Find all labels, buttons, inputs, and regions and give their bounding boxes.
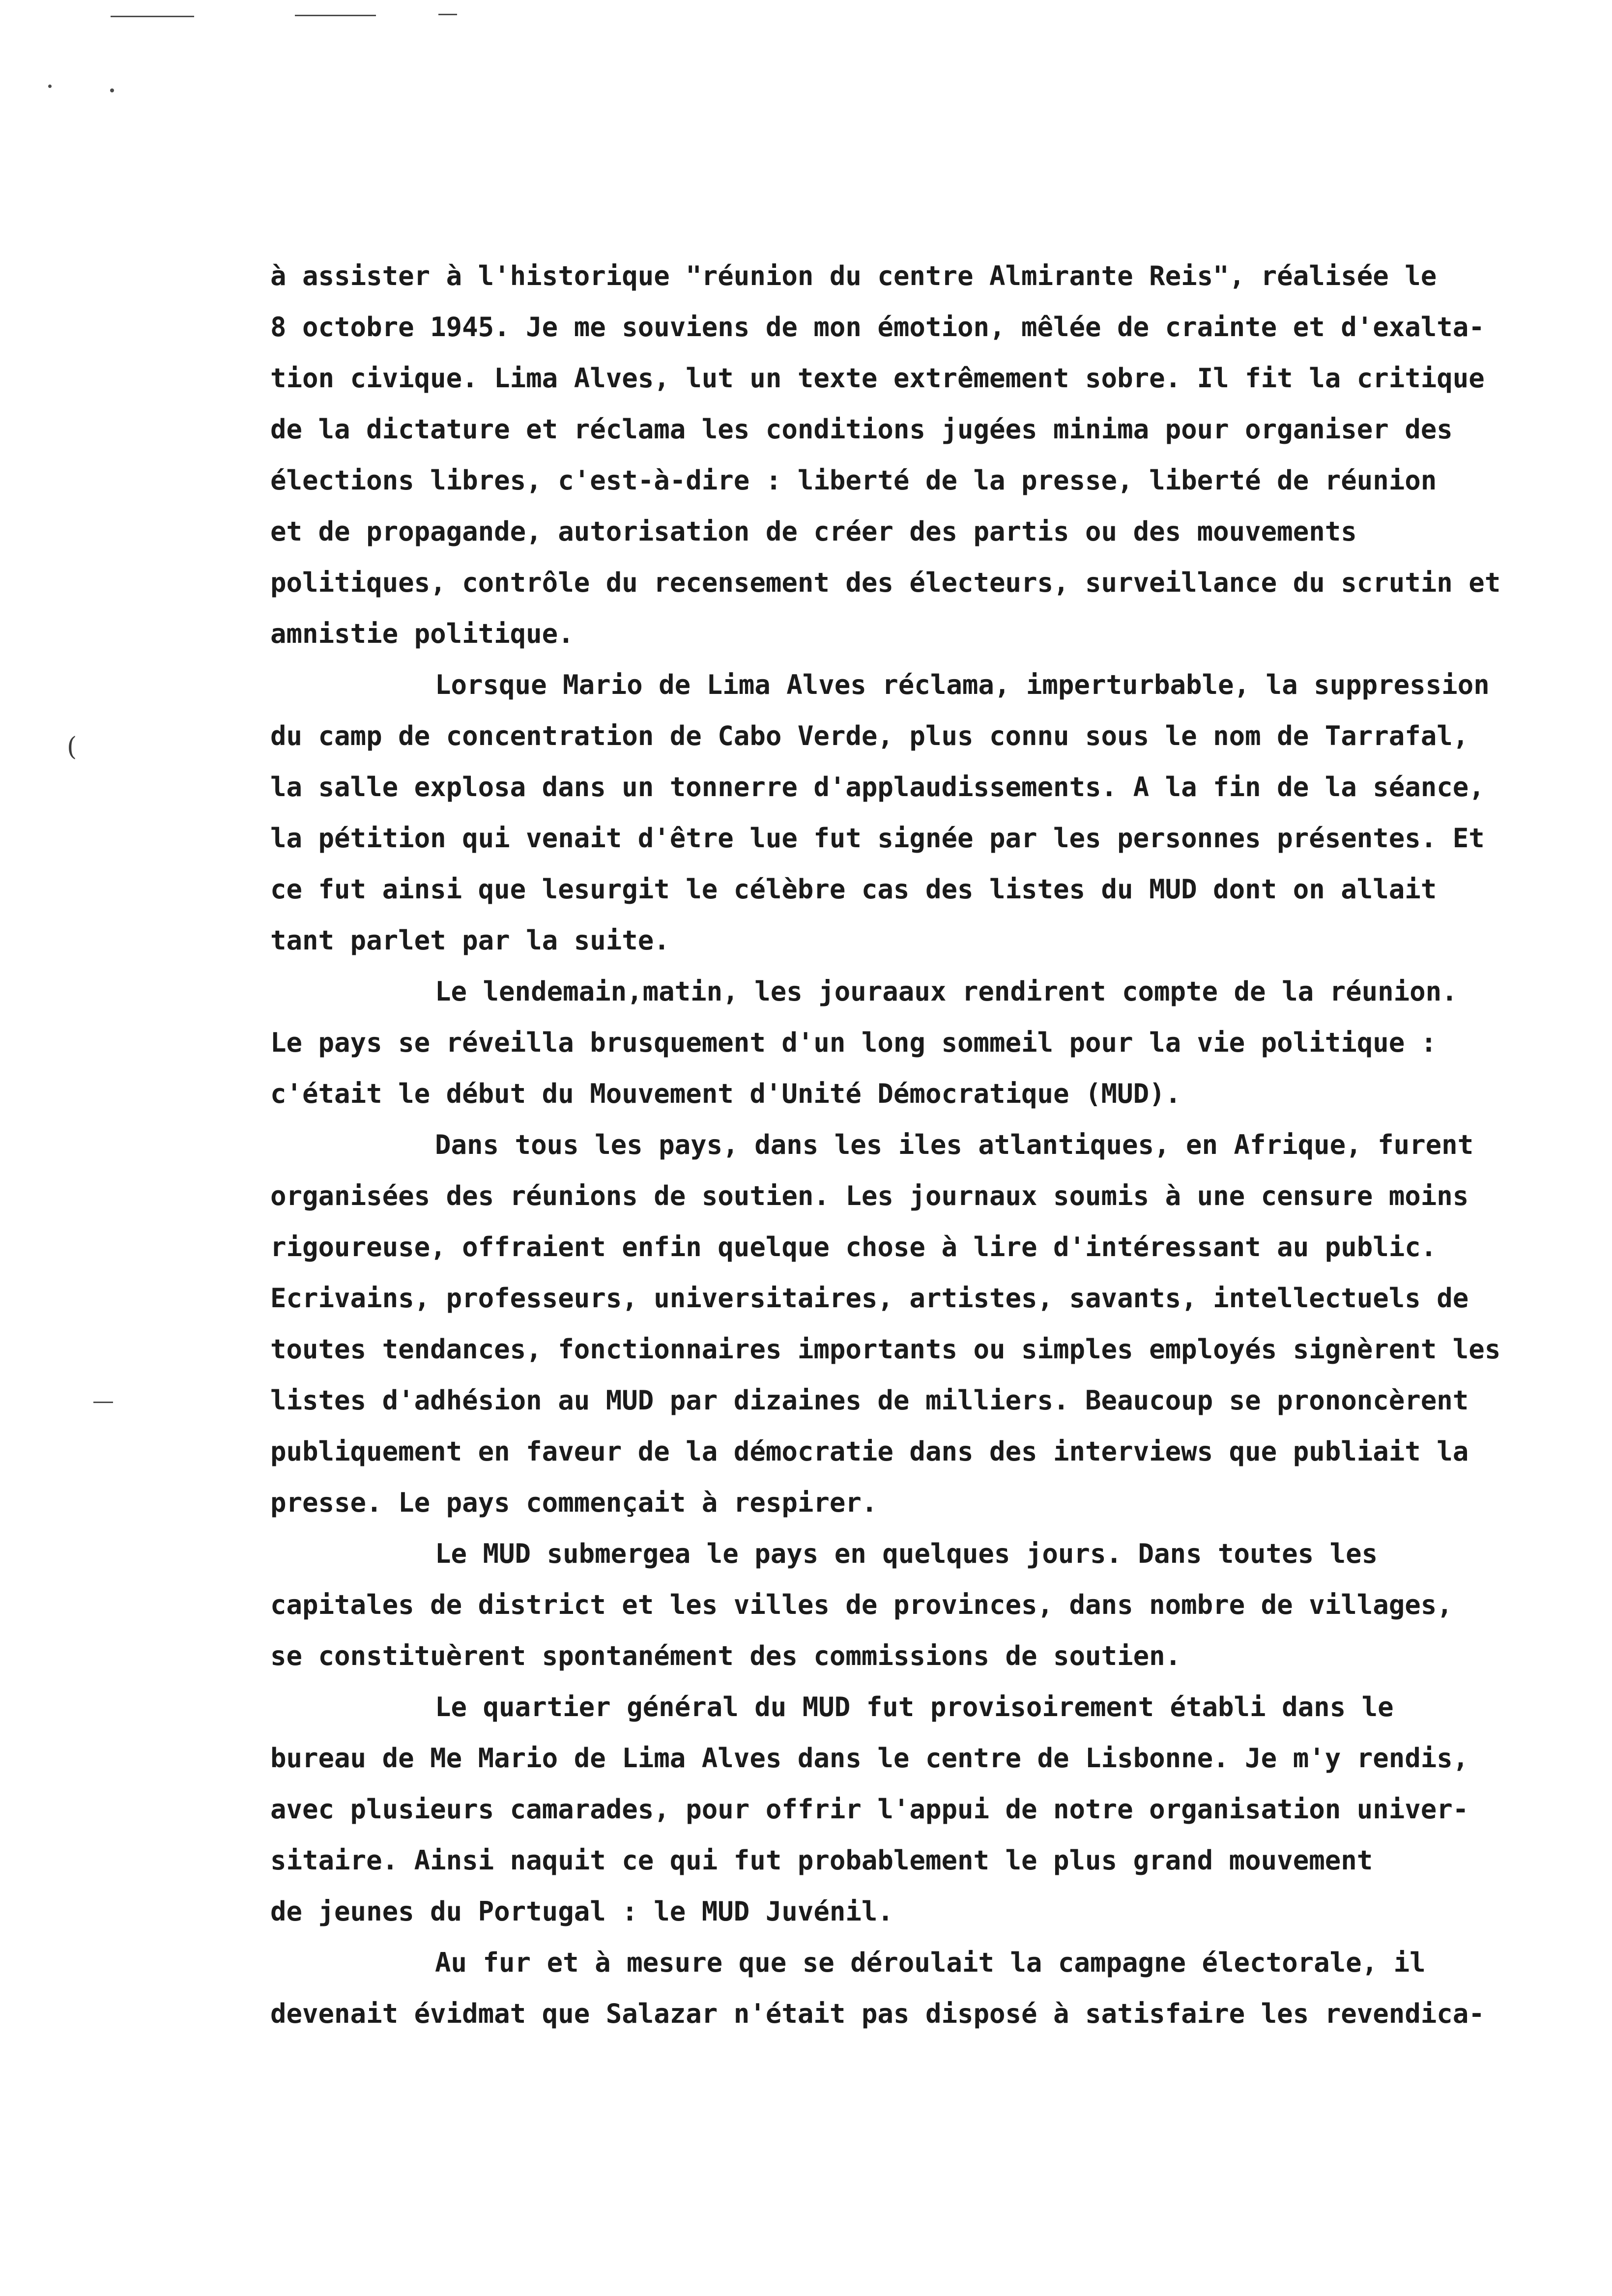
text-line: ce fut ainsi que lesurgit le célèbre cas des listes du MUD dont on allait (270, 874, 1437, 905)
text-line: listes d'adhésion au MUD par dizaines de milliers. Beaucoup se prononcèrent (270, 1385, 1469, 1416)
text-line: presse. Le pays commençait à respirer. (270, 1487, 878, 1518)
text-line: Ecrivains, professeurs, universitaires, artistes, savants, intellectuels de (270, 1283, 1469, 1314)
text-line: 8 octobre 1945. Je me souviens de mon émotion, mêlée de crainte et d'exalta- (270, 312, 1485, 343)
text-line: du camp de concentration de Cabo Verde, plus connu sous le nom de Tarrafal, (270, 720, 1469, 751)
text-line: sitaire. Ainsi naquit ce qui fut probablement le plus grand mouvement (270, 1845, 1373, 1876)
corner-speck-2 (110, 88, 114, 92)
text-line: publiquement en faveur de la démocratie dans des interviews que publiait la (270, 1436, 1469, 1467)
text-line: tant parlet par la suite. (270, 925, 670, 956)
paragraph-start: Dans tous les pays, dans les iles atlantiques, en Afrique, furent (435, 1129, 1474, 1160)
text-line: élections libres, c'est-à-dire : liberté de la presse, liberté de réunion (270, 465, 1437, 496)
text-line: à assister à l'historique "réunion du centre Almirante Reis", réalisée le (270, 260, 1437, 291)
margin-dash (93, 1402, 113, 1403)
text-line: et de propagande, autorisation de créer des partis ou des mouvements (270, 516, 1357, 547)
top-rule-2 (295, 15, 376, 16)
text-line: Le pays se réveilla brusquement d'un long sommeil pour la vie politique : (270, 1027, 1437, 1058)
text-line: bureau de Me Mario de Lima Alves dans le centre de Lisbonne. Je m'y rendis, (270, 1743, 1469, 1774)
text-line: toutes tendances, fonctionnaires importants ou simples employés signèrent les (270, 1334, 1501, 1365)
text-line: de la dictature et réclama les conditions jugées minima pour organiser des (270, 414, 1453, 445)
paragraph-start: Le MUD submergea le pays en quelques jours. Dans toutes les (435, 1538, 1378, 1569)
text-line: c'était le début du Mouvement d'Unité Démocratique (MUD). (270, 1078, 1181, 1109)
paragraph-start: Le lendemain,matin, les jouraaux rendirent compte de la réunion. (435, 976, 1458, 1007)
text-line: tion civique. Lima Alves, lut un texte extrêmement sobre. Il fit la critique (270, 363, 1485, 394)
text-line: la pétition qui venait d'être lue fut signée par les personnes présentes. Et (270, 823, 1485, 854)
text-line: devenait évidmat que Salazar n'était pas disposé à satisfaire les revendica- (270, 1998, 1485, 2029)
text-line: se constituèrent spontanément des commissions de soutien. (270, 1640, 1181, 1671)
text-line: organisées des réunions de soutien. Les journaux soumis à une censure moins (270, 1180, 1469, 1211)
margin-mark: ( (67, 732, 77, 762)
text-line: de jeunes du Portugal : le MUD Juvénil. (270, 1896, 893, 1927)
top-rule-3 (438, 14, 457, 15)
text-line: capitales de district et les villes de provinces, dans nombre de villages, (270, 1589, 1453, 1620)
text-line: avec plusieurs camarades, pour offrir l'appui de notre organisation univer- (270, 1794, 1469, 1825)
top-rule-1 (111, 16, 194, 17)
paragraph-start: Le quartier général du MUD fut provisoirement établi dans le (435, 1692, 1394, 1722)
text-line: la salle explosa dans un tonnerre d'applaudissements. A la fin de la séance, (270, 772, 1485, 803)
paragraph-start: Lorsque Mario de Lima Alves réclama, imperturbable, la suppression (435, 669, 1490, 700)
text-line: amnistie politique. (270, 618, 574, 649)
paragraph-start: Au fur et à mesure que se déroulait la campagne électorale, il (435, 1947, 1426, 1978)
corner-speck-1 (48, 85, 52, 88)
typed-text (270, 251, 1558, 2039)
text-line: rigoureuse, offraient enfin quelque chose à lire d'intéressant au public. (270, 1232, 1437, 1263)
text-line: politiques, contrôle du recensement des électeurs, surveillance du scrutin et (270, 567, 1501, 598)
